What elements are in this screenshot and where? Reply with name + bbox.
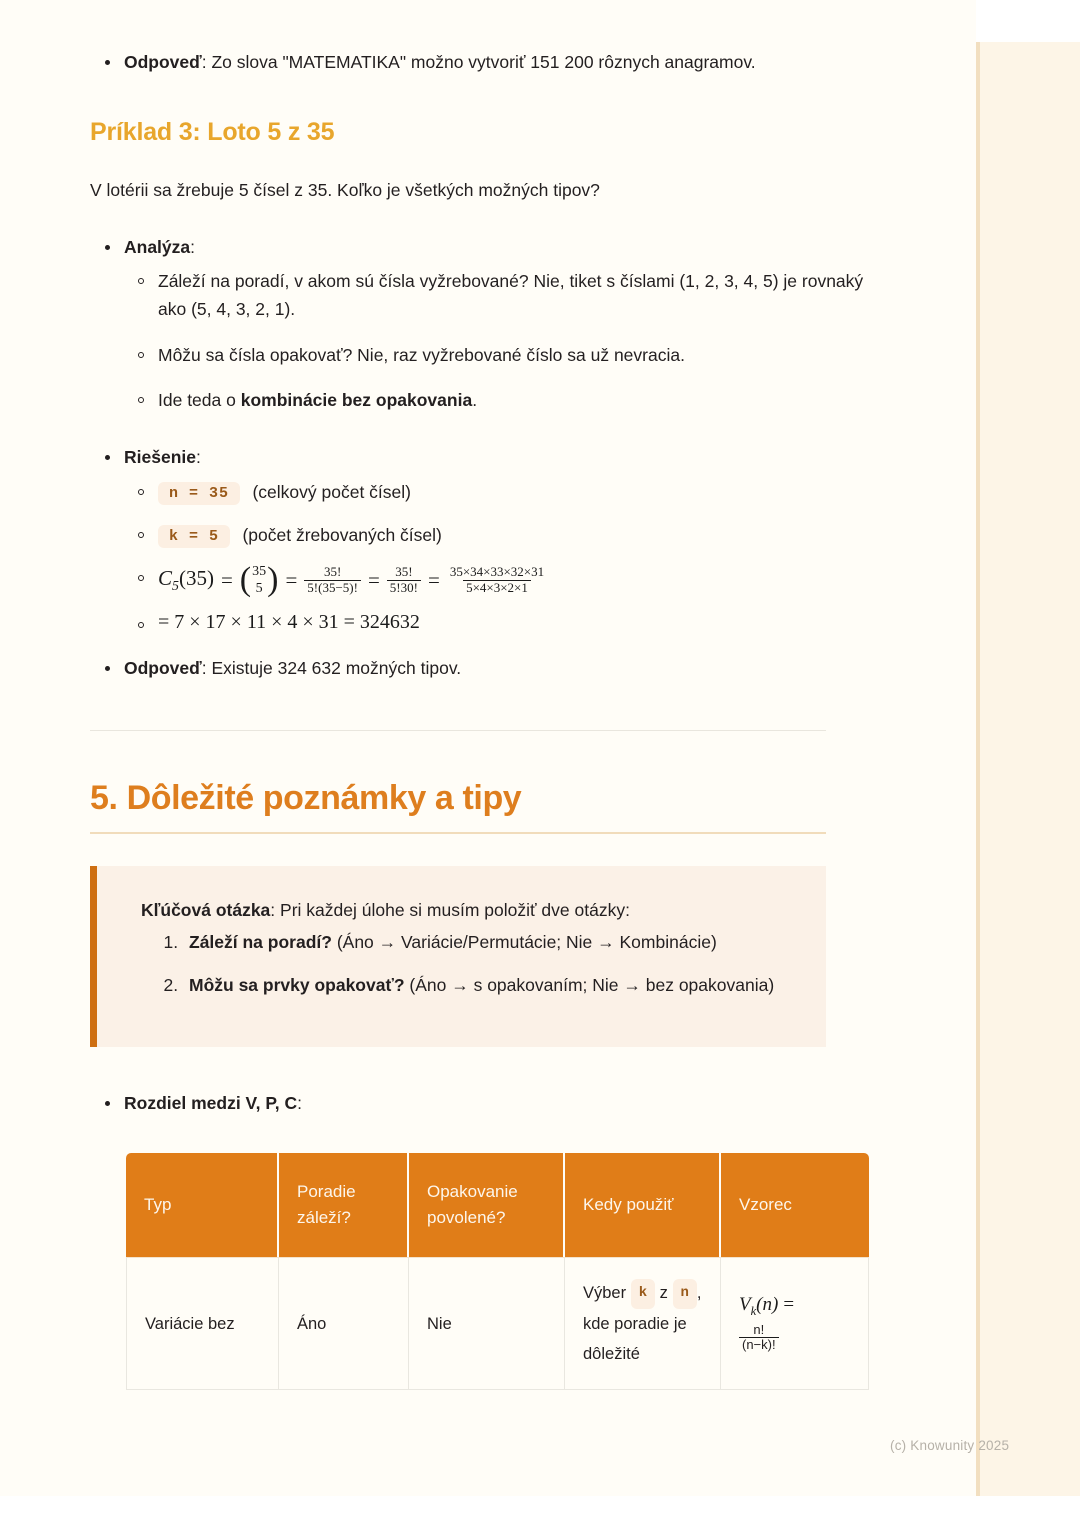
answer-top-line — [124, 52, 756, 72]
answer-top-list — [90, 48, 880, 76]
comparison-table-wrapper — [126, 1153, 880, 1389]
solution-heading — [124, 447, 201, 467]
result-line: = 7 × 17 × 11 × 4 × 31 = 324632 — [158, 610, 420, 633]
formula-c: C — [158, 566, 173, 591]
table-header — [126, 1153, 869, 1257]
formula-eq-1: = — [220, 568, 233, 593]
binom-bottom: 5 — [255, 580, 263, 596]
formula-eq-2: = — [285, 568, 298, 593]
table-header-poradie: Poradie záleží? — [279, 1153, 409, 1257]
analysis-heading — [124, 237, 195, 257]
code-chip-n-table: n — [673, 1279, 697, 1308]
answer-text: Existuje 324 632 možných tipov. — [211, 657, 462, 678]
answer-top-label: Odpoveď — [124, 52, 202, 72]
binom-open-paren: ( — [239, 561, 252, 599]
fraction-1-num: 35! — [323, 564, 342, 580]
page-bottom-gap — [0, 1496, 1080, 1528]
list-item — [90, 233, 880, 415]
comparison-table — [126, 1153, 869, 1389]
list-item — [124, 521, 880, 549]
cell-vzorec — [721, 1257, 869, 1389]
cell-kedy — [565, 1257, 721, 1389]
example3-heading: Príklad 3: Loto 5 z 35 — [90, 118, 335, 147]
answer-top-text: Zo slova "MATEMATIKA" možno vytvoriť 151 200 rôznych anagramov. — [211, 52, 756, 72]
answer-label: Odpoveď — [124, 657, 202, 678]
callout-item-2-rest: (Áno → s opakovaním; Nie → bez opakovania) — [404, 974, 775, 995]
vzorec-fraction — [739, 1323, 779, 1353]
formula-c-sub: 5 — [172, 578, 179, 594]
list-item — [124, 611, 880, 634]
fraction-2 — [387, 565, 421, 595]
cell-opakovanie: Nie — [409, 1257, 565, 1389]
vzorec-fraction-num: n! — [753, 1321, 765, 1337]
callout-question-list — [141, 928, 790, 999]
cell-typ: Variácie bez — [126, 1257, 279, 1389]
vzorec-fraction-den: (n−k)! — [739, 1337, 779, 1353]
analysis-item-3 — [158, 390, 477, 410]
difference-separator: : — [297, 1093, 302, 1113]
key-question-callout — [90, 866, 826, 1047]
callout-lead-line — [141, 896, 790, 924]
formula-c-arg: (35) — [178, 566, 214, 591]
next-page-edge — [976, 42, 1080, 1496]
code-chip-k-table: k — [631, 1279, 655, 1308]
fraction-3-den: 5×4×3×2×1 — [463, 580, 531, 596]
list-item — [124, 386, 880, 414]
formula-eq-4: = — [427, 568, 440, 593]
example3-intro: V lotérii sa žrebuje 5 čísel z 35. Koľko je všetkých možných tipov? — [90, 180, 600, 201]
table-row — [126, 1257, 869, 1389]
analysis-list — [90, 233, 880, 415]
section5-heading: 5. Dôležité poznámky a tipy — [90, 778, 522, 817]
vzorec-eq: = — [783, 1294, 795, 1316]
answer-top-separator: : — [201, 52, 212, 72]
difference-heading — [124, 1093, 302, 1113]
binom-top: 35 — [252, 564, 267, 580]
callout-item-2-bold: Môžu sa prvky opakovať? — [189, 974, 405, 995]
analysis-item-3-prefix: Ide teda o — [158, 390, 241, 411]
watermark: (c) Knowunity 2025 — [890, 1438, 1010, 1453]
table-header-vzorec: Vzorec — [721, 1153, 869, 1257]
formula-lhs — [158, 566, 214, 594]
solution-sublist — [124, 478, 880, 634]
solution-label: Riešenie — [124, 447, 196, 468]
analysis-label: Analýza — [124, 236, 191, 257]
answer-line — [124, 658, 461, 678]
cell-kedy-pre: Výber — [583, 1284, 631, 1303]
table-body — [126, 1257, 869, 1389]
list-item — [90, 1089, 880, 1117]
difference-list — [90, 1089, 880, 1117]
table-header-kedy: Kedy použiť — [565, 1153, 721, 1257]
analysis-separator: : — [190, 236, 196, 257]
list-item — [90, 654, 880, 682]
difference-label: Rozdiel medzi V, P, C — [124, 1093, 298, 1113]
binomial-coefficient — [239, 561, 279, 599]
list-item — [90, 443, 880, 633]
analysis-item-3-bold: kombinácie bez opakovania — [240, 390, 473, 411]
callout-label: Kľúčová otázka — [141, 899, 271, 920]
table-header-typ: Typ — [126, 1153, 279, 1257]
fraction-1-den: 5!(35−5)! — [304, 580, 361, 596]
answer-separator: : — [201, 657, 212, 678]
fraction-2-num: 35! — [395, 564, 413, 580]
vzorec-sub: k — [750, 1303, 757, 1318]
analysis-item-1: Záleží na poradí, v akom sú čísla vyžrebované? Nie, tiket s číslami (1, 2, 3, 4, 5) je rovnaký ako (5, 4, 3, 2, 1). — [158, 271, 864, 320]
fraction-2-den: 5!30! — [387, 580, 421, 596]
code-note-n: (celkový počet čísel) — [252, 481, 411, 502]
document-content — [90, 0, 880, 1390]
cell-poradie: Áno — [279, 1257, 409, 1389]
vzorec-v: V — [739, 1294, 751, 1316]
list-item — [90, 48, 880, 76]
analysis-item-3-suffix: . — [472, 390, 478, 411]
list-item — [183, 971, 790, 999]
fraction-3-num: 35×34×33×32×31 — [449, 564, 545, 580]
formula-eq-3: = — [367, 568, 380, 593]
callout-separator: : — [270, 899, 281, 920]
variation-formula — [739, 1294, 850, 1319]
table-header-opakovanie: Opakovanie povolené? — [409, 1153, 565, 1257]
solution-list — [90, 443, 880, 633]
code-chip-n: n = 35 — [158, 482, 240, 505]
code-chip-k: k = 5 — [158, 525, 230, 548]
list-item — [183, 928, 790, 956]
fraction-1 — [304, 565, 361, 595]
callout-lead: Pri každej úlohe si musím položiť dve otázky: — [280, 899, 630, 920]
list-item — [124, 267, 880, 324]
binom-stack — [251, 564, 267, 596]
list-item — [124, 341, 880, 369]
cell-kedy-post: , kde poradie je dôležité — [583, 1284, 702, 1363]
list-item — [124, 561, 880, 599]
combination-formula — [158, 561, 547, 599]
fraction-3 — [447, 565, 547, 595]
list-item — [124, 478, 880, 506]
callout-item-1-bold: Záleží na poradí? — [189, 932, 332, 953]
table-header-row — [126, 1153, 869, 1257]
vzorec-arg: (n) — [756, 1294, 779, 1316]
analysis-sublist — [124, 267, 880, 414]
binom-close-paren: ) — [267, 561, 279, 599]
solution-separator: : — [195, 447, 201, 468]
answer-list — [90, 654, 880, 682]
code-note-k: (počet žrebovaných čísel) — [242, 525, 442, 546]
cell-kedy-mid: z — [655, 1284, 673, 1303]
analysis-item-2: Môžu sa čísla opakovať? Nie, raz vyžrebované číslo sa už nevracia. — [158, 344, 685, 365]
callout-item-1-rest: (Áno → Variácie/Permutácie; Nie → Kombinácie) — [331, 932, 717, 953]
